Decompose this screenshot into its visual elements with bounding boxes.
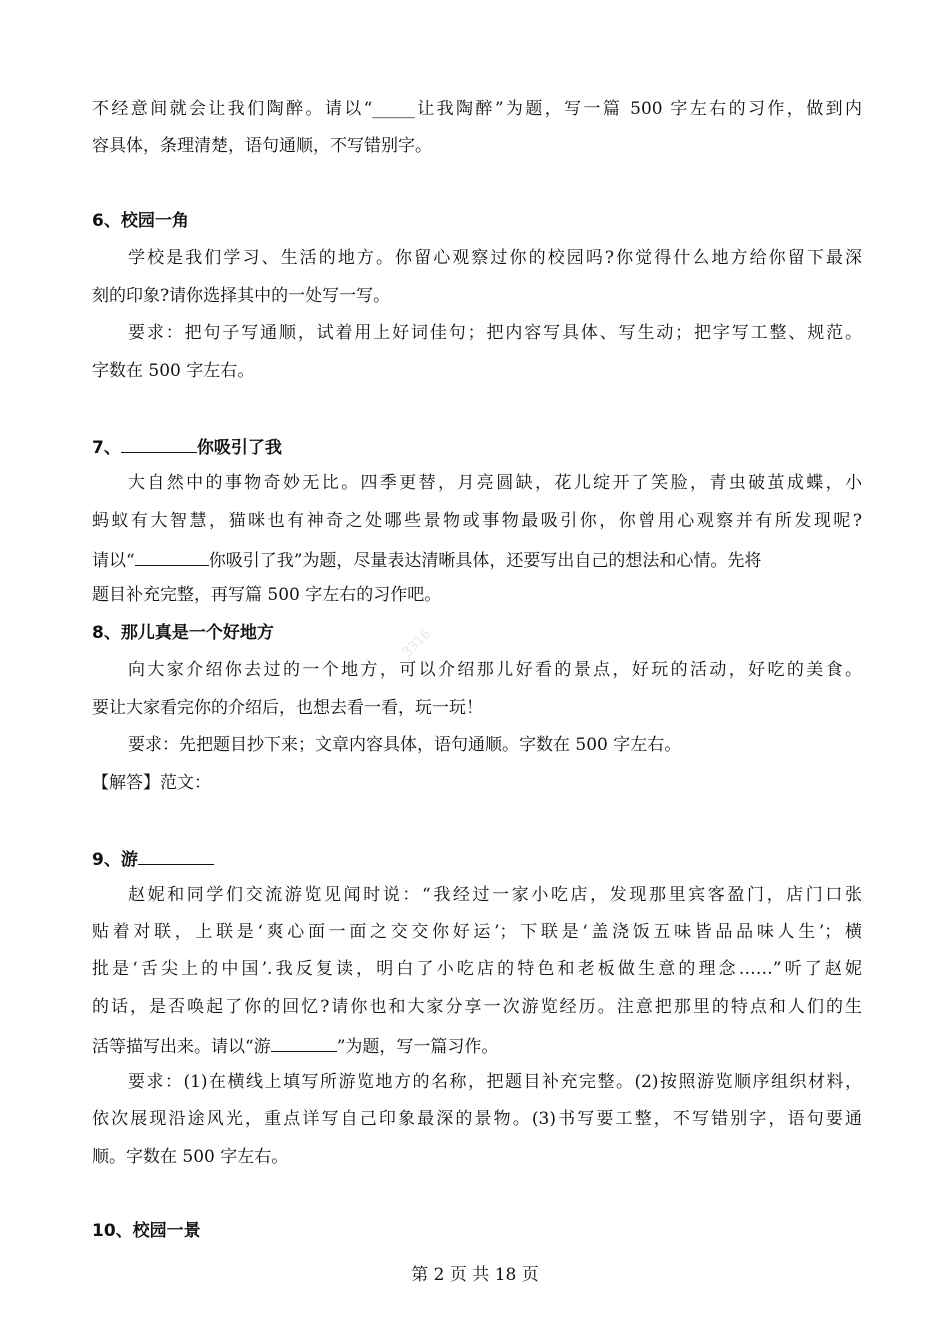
text-segment: 请以“ [92,551,135,571]
paragraph-line: 学校是我们学习、生活的地方。你留心观察过你的校园吗?你觉得什么地方给你留下最深 [128,248,862,268]
paragraph-line: 蚂蚁有大智慧，猫咪也有神奇之处哪些景物或事物最吸引你，你曾用心观察并有所发现呢? [92,511,862,531]
fill-in-blank [135,547,209,566]
text-segment: ”为题，写一篇习作。 [336,1037,499,1057]
paragraph-line: 要求：把句子写通顺，试着用上好词佳句；把内容写具体、写生动；把字写工整、规范。 [128,323,862,343]
text-segment: 你吸引了我”为题，尽量表达清晰具体，还要写出自己的想法和心情。先将 [208,551,762,571]
fill-in-blank [271,1033,337,1052]
paragraph-line: 不经意间就会让我们陶醉。请以“_____让我陶醉”为题，写一篇 500 字左右的习作，做到内 [92,99,862,119]
paragraph-line: 要求：(1)在横线上填写所游览地方的名称，把题目补充完整。(2)按照游览顺序组织材料， [128,1072,862,1092]
section-heading-7 [92,434,862,459]
paragraph-line: 赵妮和同学们交流游览见闻时说：“我经过一家小吃店，发现那里宾客盈门，店门口张 [128,885,862,905]
paragraph-line: 容具体，条理清楚，语句通顺，不写错别字。 [92,136,432,156]
page-footer: 第 2 页 共 18 页 [411,1265,539,1285]
paragraph-line [92,1033,862,1058]
paragraph-line: 顺。字数在 500 字左右。 [92,1147,289,1167]
paragraph-line: 要让大家看完你的介绍后，也想去看一看，玩一玩！ [92,698,483,718]
section-heading-8: 8、那儿真是一个好地方 [92,623,274,643]
watermark: 3316 [400,626,435,661]
heading-text: 你吸引了我 [196,438,282,458]
fill-in-blank [138,846,214,865]
heading-text: 9、游 [92,850,138,870]
section-heading-6: 6、校园一角 [92,211,189,231]
text-segment: 活等描写出来。请以“游 [92,1037,271,1057]
paragraph-line: 刻的印象?请你选择其中的一处写一写。 [92,286,391,306]
section-heading-10: 10、校园一景 [92,1221,201,1241]
paragraph-line: 大自然中的事物奇妙无比。四季更替，月亮圆缺，花儿绽开了笑脸，青虫破茧成蝶，小 [128,473,862,493]
paragraph-line: 的话，是否唤起了你的回忆?请你也和大家分享一次游览经历。注意把那里的特点和人们的生 [92,997,862,1017]
fill-in-blank [121,434,197,453]
paragraph-line [92,547,862,572]
answer-label: 【解答】范文： [92,773,211,793]
paragraph-line: 题目补充完整，再写篇 500 字左右的习作吧。 [92,585,442,605]
paragraph-line: 向大家介绍你去过的一个地方，可以介绍那儿好看的景点，好玩的活动，好吃的美食。 [128,660,862,680]
paragraph-line: 依次展现沿途风光，重点详写自己印象最深的景物。(3)书写要工整，不写错别字，语句要通 [92,1109,862,1129]
paragraph-line: 贴着对联，上联是‘爽心面一面之交交你好运’；下联是‘盖浇饭五味皆品品味人生’；横 [92,922,862,942]
section-heading-9 [92,846,862,871]
heading-number: 7、 [92,438,121,458]
paragraph-line: 字数在 500 字左右。 [92,361,255,381]
paragraph-line: 要求：先把题目抄下来；文章内容具体，语句通顺。字数在 500 字左右。 [128,735,682,755]
paragraph-line: 批是‘舌尖上的中国’.我反复读，明白了小吃店的特色和老板做生意的理念……”听了赵妮 [92,959,862,979]
